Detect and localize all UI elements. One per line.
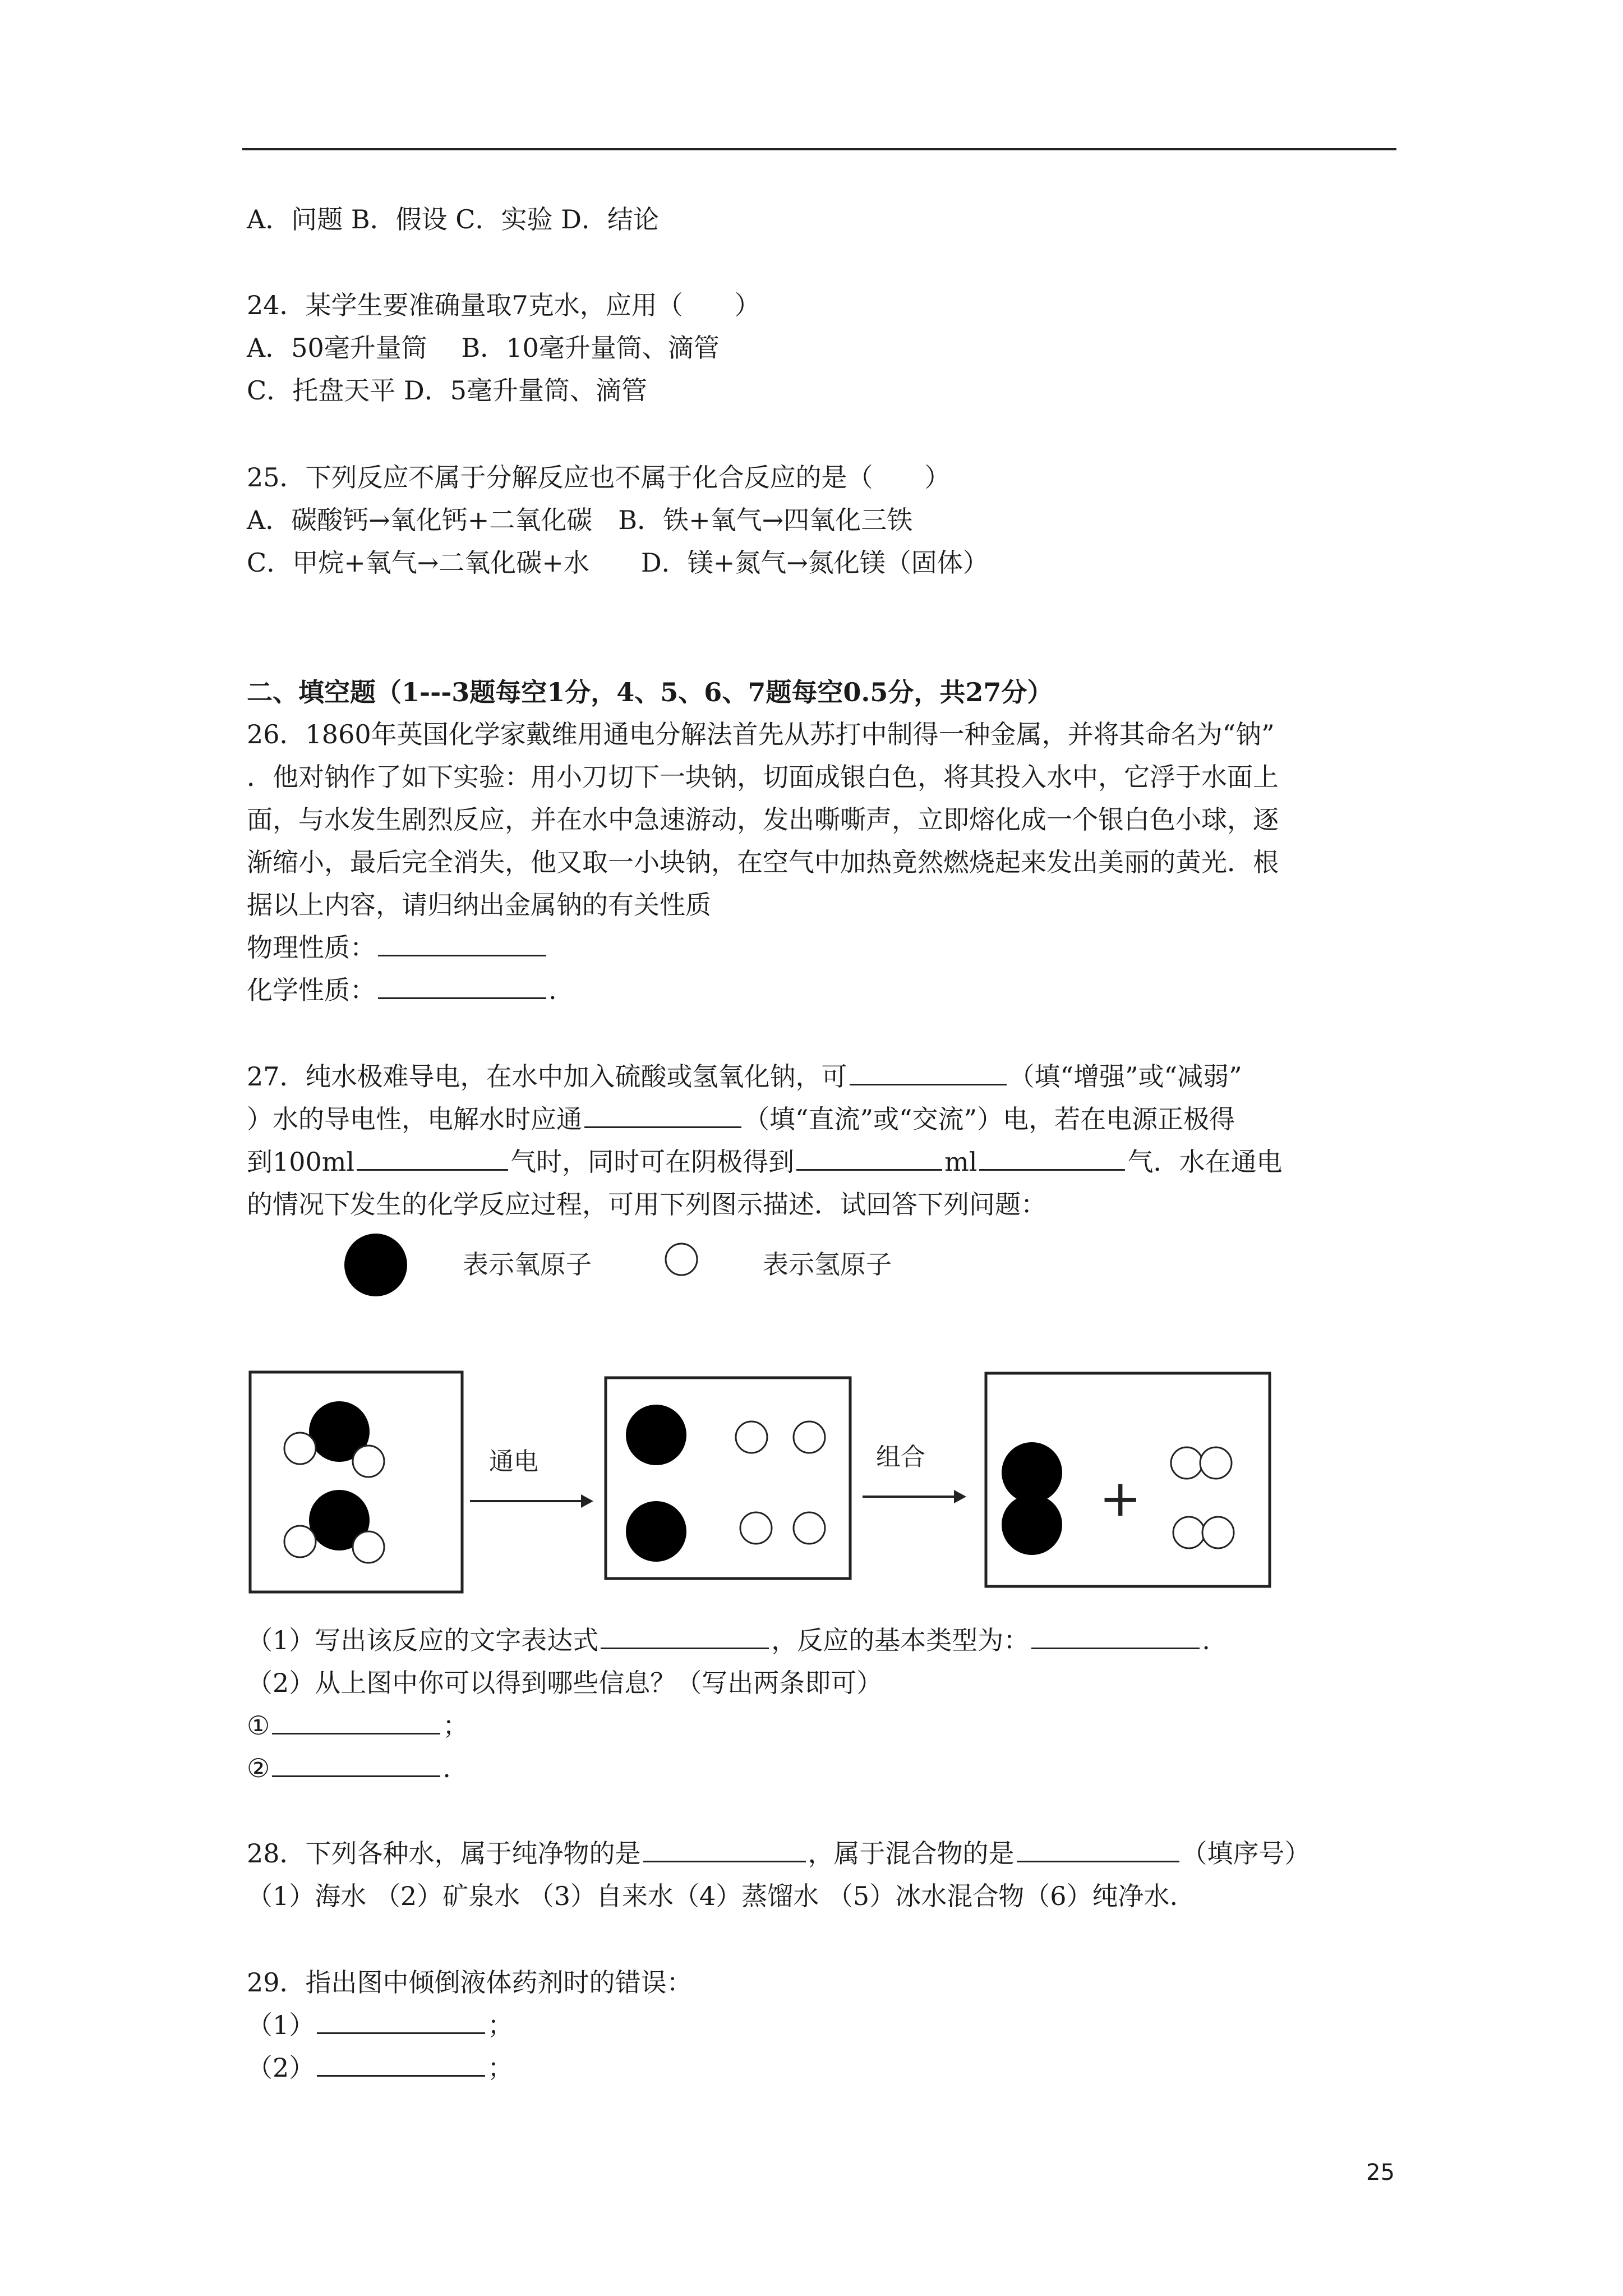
q29-item1-marker: （1） — [247, 2010, 315, 2040]
hydrogen-atom — [794, 1512, 825, 1544]
q27-blank-gas1[interactable] — [357, 1141, 508, 1171]
oxygen-atom — [626, 1501, 686, 1562]
q29-stem: 29．指出图中倾倒液体药剂时的错误： — [247, 1967, 693, 1998]
q25-options-cd: C．甲烷+氧气→二氧化碳+水 D．镁+氮气→氮化镁（固体） — [247, 547, 989, 578]
q27-item2-marker: ② — [247, 1753, 270, 1783]
chemical-property-label: 化学性质： — [247, 975, 376, 1005]
q27-l1b: （填“增强”或“减弱” — [1008, 1061, 1242, 1092]
q25-stem: 25．下列反应不属于分解反应也不属于化合反应的是（ ） — [247, 462, 951, 493]
q26-end-period: . — [548, 975, 557, 1005]
hydrogen-atom-icon — [666, 1244, 697, 1275]
q26-line1: 26．1860年英国化学家戴维用通电分解法首先从苏打中制得一种金属，并将其命名为“钠” — [247, 719, 1275, 749]
q27-l3b: 气时，同时可在阴极得到 — [510, 1147, 795, 1177]
electrolysis-diagram — [247, 1369, 1273, 1604]
q27-l3c: ml — [944, 1147, 978, 1177]
page-number: 25 — [1366, 2160, 1395, 2185]
q24-options-cd: C．托盘天平 D．5毫升量筒、滴管 — [247, 375, 647, 406]
q26-line2: ．他对钠作了如下实验：用小刀切下一块钠，切面成银白色，将其投入水中，它浮于水面上 — [247, 762, 1279, 792]
q29-item2-row — [247, 2046, 513, 2090]
hydrogen-atom — [740, 1512, 772, 1544]
q27-item1-row — [247, 1704, 468, 1747]
q29-item2-marker: （2） — [247, 2053, 315, 2083]
error-2-blank[interactable] — [317, 2047, 485, 2077]
info-1-blank[interactable] — [272, 1705, 440, 1734]
q27-blank-enhance[interactable] — [850, 1056, 1007, 1085]
box-water-molecules — [250, 1372, 462, 1592]
q27-line2 — [247, 1097, 1235, 1141]
q26-chemical-row — [247, 968, 557, 1012]
q26-physical-row — [247, 926, 548, 969]
chemical-property-blank[interactable] — [378, 969, 546, 999]
q27-blank-gas2[interactable] — [979, 1141, 1125, 1171]
legend-hydrogen-label: 表示氢原子 — [763, 1249, 892, 1280]
arrow-label-electrify: 通电 — [489, 1447, 538, 1476]
q27-l3d: 气．水在通电 — [1127, 1147, 1283, 1177]
q27-blank-volume[interactable] — [796, 1141, 942, 1171]
q28-l1a: 28．下列各种水，属于纯净物的是 — [247, 1838, 641, 1869]
mixture-blank[interactable] — [1017, 1833, 1179, 1862]
oxygen-atom-icon — [344, 1234, 407, 1296]
q27-l2a: ）水的导电性，电解水时应通 — [247, 1104, 582, 1134]
q27-sub1b: ，反应的基本类型为： — [771, 1625, 1030, 1655]
q28-line1 — [247, 1832, 1311, 1875]
q27-item2-row — [247, 1746, 451, 1790]
q24-stem: 24．某学生要准确量取7克水，应用（ ） — [247, 290, 760, 320]
oxygen-atom — [626, 1405, 686, 1465]
q27-item2-end: . — [442, 1753, 451, 1783]
q27-blank-current[interactable] — [584, 1098, 741, 1128]
q27-sub1a: （1）写出该反应的文字表达式 — [247, 1625, 599, 1655]
q28-line2: （1）海水 （2）矿泉水 （3）自来水（4）蒸馏水 （5）冰水混合物（6）纯净水. — [247, 1881, 1178, 1911]
q27-l3a: 到100ml — [247, 1147, 355, 1177]
hydrogen-atom — [794, 1421, 825, 1453]
q26-line5: 据以上内容，请归纳出金属钠的有关性质 — [247, 890, 711, 920]
arrow-right-icon — [863, 1490, 966, 1503]
reaction-type-blank[interactable] — [1031, 1619, 1200, 1649]
header-rule — [242, 148, 1396, 150]
arrow-label-combine: 组合 — [876, 1443, 925, 1471]
q29-item1-sep: ； — [487, 2010, 514, 2040]
q27-line4: 的情况下发生的化学反应过程，可用下列图示描述．试回答下列问题： — [247, 1189, 1046, 1220]
q26-line4: 渐缩小，最后完全消失，他又取一小块钠，在空气中加热竟然燃烧起来发出美丽的黄光．根 — [247, 847, 1279, 877]
q28-l1c: （填序号） — [1181, 1838, 1311, 1869]
q24-options-ab: A．50毫升量筒 B．10毫升量筒、滴管 — [247, 333, 720, 363]
q27-l1a: 27．纯水极难导电，在水中加入硫酸或氢氧化钠，可 — [247, 1061, 847, 1092]
info-2-blank[interactable] — [272, 1747, 440, 1777]
pure-substance-blank[interactable] — [643, 1833, 806, 1862]
arrow-right-icon — [470, 1494, 593, 1508]
q29-item2-sep: ； — [487, 2053, 514, 2083]
section-heading: 二、填空题（1---3题每空1分，4、5、6、7题每空0.5分，共27分） — [247, 677, 1053, 707]
q29-item1-row — [247, 2003, 513, 2047]
q26-line3: 面，与水发生剧烈反应，并在水中急速游动，发出嘶嘶声，立即熔化成一个银白色小球，逐 — [247, 804, 1279, 835]
hydrogen-atom — [736, 1421, 767, 1453]
q27-sub2: （2）从上图中你可以得到哪些信息？（写出两条即可） — [247, 1668, 883, 1698]
physical-property-blank[interactable] — [378, 927, 546, 956]
q27-line3 — [247, 1140, 1282, 1184]
legend-oxygen-label: 表示氧原子 — [463, 1249, 592, 1280]
q27-item1-end: ； — [442, 1710, 469, 1741]
q25-options-ab: A．碳酸钙→氧化钙+二氧化碳 B．铁+氧气→四氧化三铁 — [247, 505, 913, 535]
q23-options: A．问题 B．假设 C．实验 D．结论 — [247, 204, 659, 234]
q28-l1b: ，属于混合物的是 — [808, 1838, 1015, 1869]
error-1-blank[interactable] — [317, 2004, 485, 2034]
physical-property-label: 物理性质： — [247, 932, 376, 963]
q27-sub1-end: . — [1202, 1625, 1210, 1655]
q27-l2b: （填“直流”或“交流”）电，若在电源正极得 — [744, 1104, 1235, 1134]
q27-item1-marker: ① — [247, 1710, 270, 1741]
q27-line1 — [247, 1055, 1242, 1098]
q27-sub1 — [247, 1618, 1210, 1662]
word-equation-blank[interactable] — [601, 1619, 769, 1649]
atom-legend — [325, 1223, 942, 1301]
plus-sign: + — [1099, 1469, 1142, 1528]
